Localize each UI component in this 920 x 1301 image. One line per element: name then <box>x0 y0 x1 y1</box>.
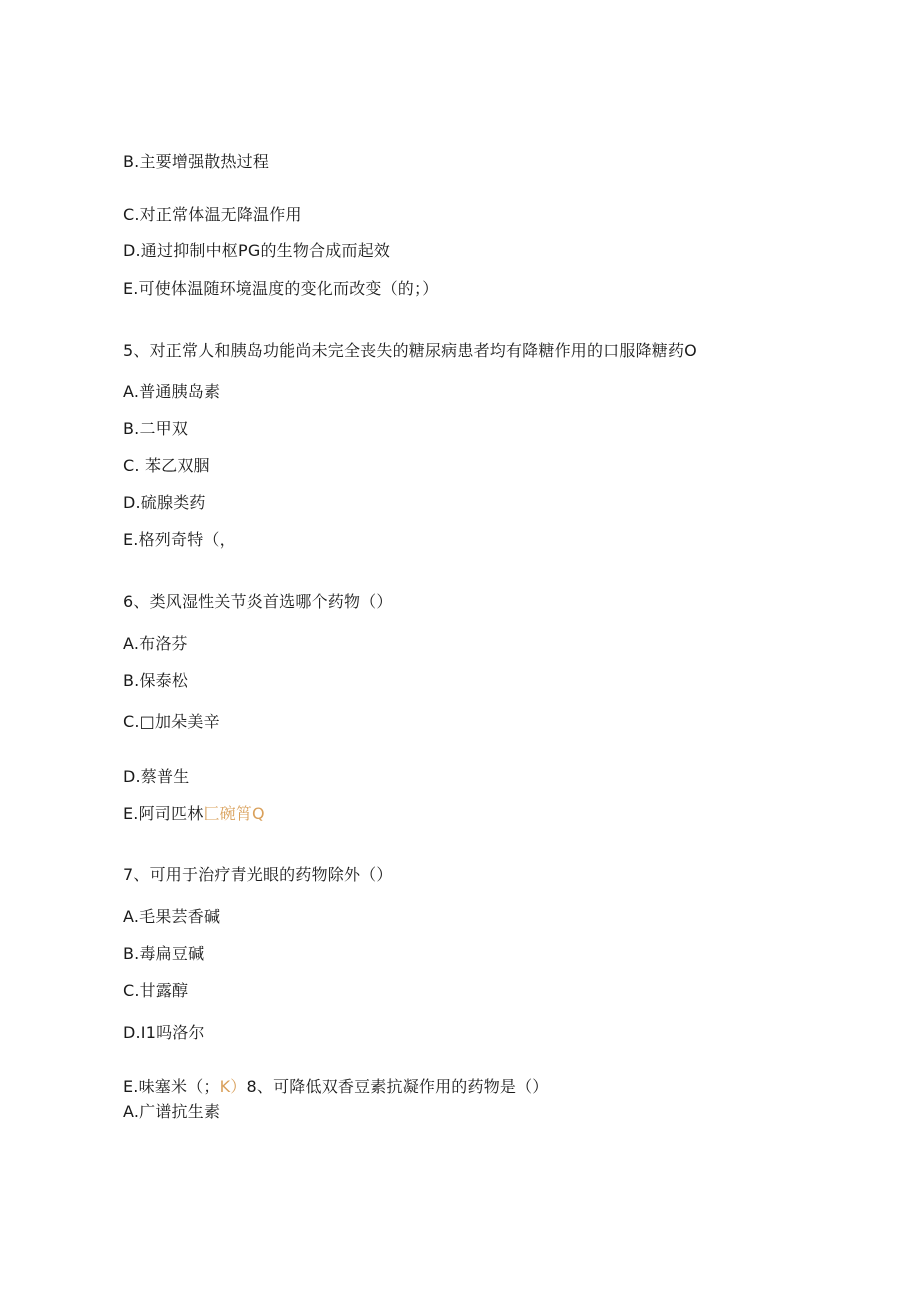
answer-mark: 匚碗筲Q <box>203 804 265 823</box>
answer-mark: K） <box>219 1077 247 1096</box>
question-8-option-a: A.广谱抗生素 <box>123 1102 221 1121</box>
option-c-line: C.对正常体温无降温作用 <box>123 205 302 224</box>
question-6-option-e <box>123 804 265 824</box>
question-6-option-c: C.□加朵美辛 <box>123 712 220 731</box>
question-5-option-c: C. 苯乙双胭 <box>123 456 210 475</box>
question-5-option-d: D.硫腺类药 <box>123 493 206 512</box>
question-8: 8、可降低双香豆素抗凝作用的药物是（） <box>246 1077 549 1096</box>
question-6-option-d: D.蔡普生 <box>123 767 190 786</box>
question-6: 6、类风湿性关节炎首选哪个药物（） <box>123 592 393 611</box>
question-5-option-a: A.普通胰岛素 <box>123 382 221 401</box>
question-7-option-d: D.I1吗洛尔 <box>123 1023 205 1042</box>
question-7-option-c: C.甘露醇 <box>123 981 189 1000</box>
question-6-option-b: B.保泰松 <box>123 671 189 690</box>
option-d-line: D.通过抑制中枢PG的生物合成而起效 <box>123 241 391 260</box>
question-7-option-e-and-question-8 <box>123 1077 549 1097</box>
question-7-option-a: A.毛果芸香碱 <box>123 907 221 926</box>
question-7-option-e-text: E.味塞米（； <box>123 1077 220 1096</box>
question-7-option-b: B.毒扁豆碱 <box>123 944 205 963</box>
option-e-line: E.可使体温随环境温度的变化而改变（的；） <box>123 279 439 298</box>
question-5: 5、对正常人和胰岛功能尚未完全丧失的糖尿病患者均有降糖作用的口服降糖药O <box>123 341 697 360</box>
question-5-option-e: E.格列奇特（， <box>123 530 236 549</box>
question-6-option-e-text: E.阿司匹林 <box>123 804 204 823</box>
question-6-option-a: A.布洛芬 <box>123 634 188 653</box>
question-5-option-b: B.二甲双 <box>123 419 189 438</box>
question-7: 7、可用于治疗青光眼的药物除外（） <box>123 865 393 884</box>
option-b-line: B.主要增强散热过程 <box>123 152 270 171</box>
